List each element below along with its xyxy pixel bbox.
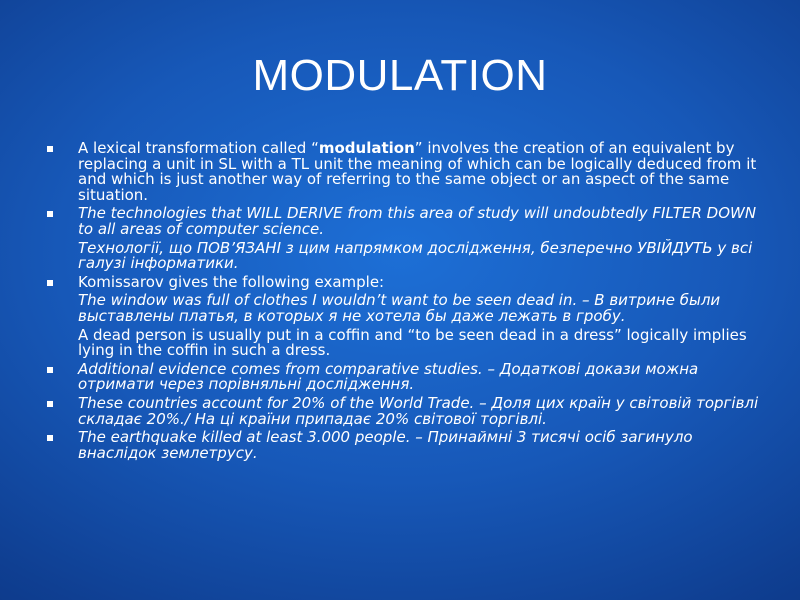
explanation-text: A dead person is usually put in a coffin and “to be seen dead in a dress” logically implies lying in the coffin in such a dress.	[78, 325, 747, 360]
definition-text-start: A lexical transformation called “	[78, 139, 319, 157]
example-text: These countries account for 20% of the World Trade. – Доля цих країн у світовій торгівлі складає 20%./ На ці країни припадає 20% світової торгівлі.	[78, 393, 759, 428]
example-text: The earthquake killed at least 3.000 people. – Принаймні 3 тисячі осіб загинуло внаслідок землетрусу.	[78, 428, 693, 462]
dead-person-explanation	[46, 325, 762, 360]
slide-title: MODULATION	[252, 51, 548, 100]
translation-text: Технології, що ПОВ’ЯЗАНІ з цим напрямком дослідження, безперечно УВІЙДУТЬ у всі галузі інформатики.	[78, 238, 753, 273]
slide-body	[46, 141, 762, 464]
example-text: The window was full of clothes I wouldn’t want to be seen dead in. – В витрине были выставлены платья, в которых я не хотела бы даже лежать в гробу.	[78, 291, 721, 325]
komissarov-intro-text: Komissarov gives the following example:	[78, 272, 385, 291]
window-clothes-example	[46, 293, 762, 324]
bullet-item-technologies-example	[46, 206, 762, 237]
bullet-item-modulation-definition	[46, 141, 762, 203]
square-bullet-icon	[47, 367, 53, 373]
bullet-item-komissarov	[46, 272, 762, 291]
bullet-item-world-trade	[46, 393, 762, 428]
example-text: Additional evidence comes from comparative studies. – Додаткові докази можна отримати через порівняльні дослідження.	[78, 359, 699, 394]
bullet-item-additional-evidence	[46, 359, 762, 394]
square-bullet-icon	[47, 435, 53, 441]
square-bullet-icon	[47, 401, 53, 407]
translation-technologies-example	[46, 238, 762, 273]
square-bullet-icon	[47, 146, 53, 152]
example-text: The technologies that WILL DERIVE from this area of study will undoubtedly FILTER DOWN to all areas of computer science.	[78, 204, 757, 238]
definition-text-end: ” involves the creation of an equivalent by replacing a unit in SL with a TL unit the meaning of which can be logically deduced from it and which is just another way of referring to the same object or an aspect of the same situation.	[78, 139, 757, 204]
square-bullet-icon	[47, 280, 53, 286]
bullet-item-earthquake	[46, 430, 762, 461]
square-bullet-icon	[47, 211, 53, 217]
term-modulation: modulation	[318, 139, 415, 157]
